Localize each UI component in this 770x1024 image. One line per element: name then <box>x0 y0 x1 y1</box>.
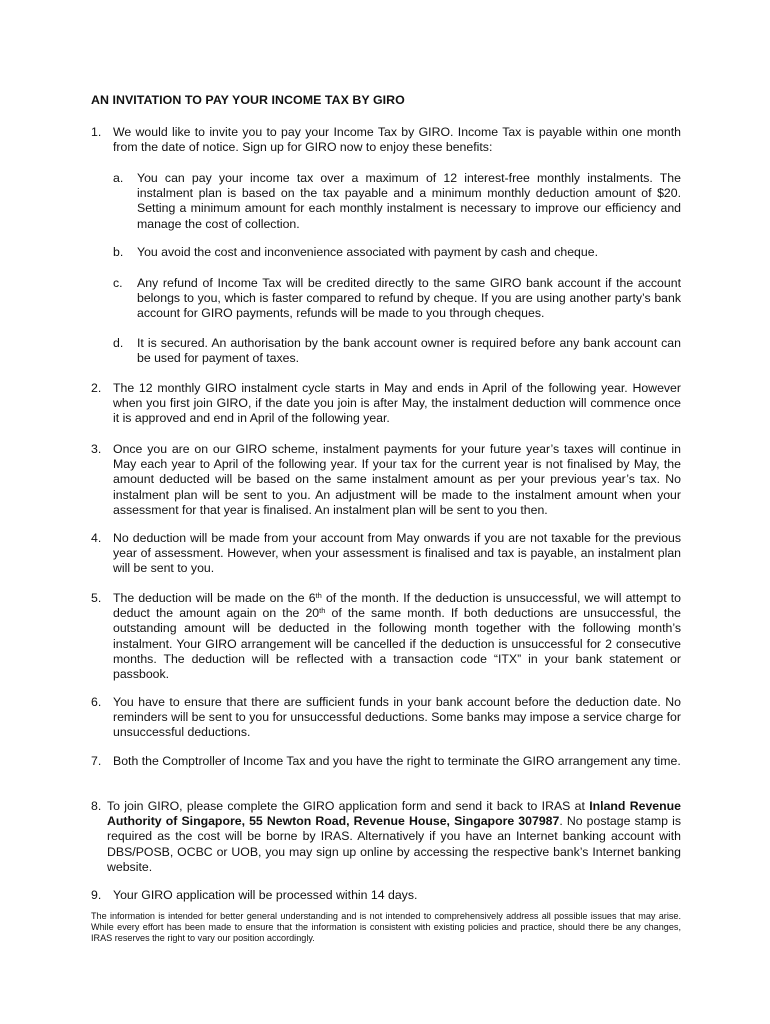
item-text: The 12 monthly GIRO instalment cycle starts in May and ends in April of the following year. However when you first join GIRO, if the date you join is after May, the instalment deduction will commence once it is approved and end in April of the following year. <box>113 381 681 426</box>
item-letter: c. <box>113 276 123 290</box>
item-number: 2. <box>91 381 102 395</box>
superscript: th <box>315 591 322 600</box>
item-text: Once you are on our GIRO scheme, instalment payments for your future year’s taxes will continue in May each year to April of the following year. If your tax for the current year is not finalised by May, the amount deducted will be based on the same instalment amount as per your previous year’s tax. No instalment plan will be sent to you. An adjustment will be made to the instalment amount when your assessment for that year is finalised. An instalment plan will be sent to you then. <box>113 442 681 517</box>
item-number: 6. <box>91 695 102 709</box>
item-text <box>113 591 681 682</box>
iras-address: Inland Revenue Authority of Singapore, 55 Newton Road, Revenue House, Singapore 307987 <box>107 799 681 829</box>
text-run: of the same month. If both deductions are unsuccessful, the outstanding amount will be deducted in the following month together with the following month’s instalment. Your GIRO arrangement will be cancelled if the deduction is unsuccessful for 2 consecutive months. The deduction will be reflected with a transaction code “ITX” in your bank statement or passbook. <box>113 606 681 682</box>
text-run: . No postage stamp is required as the cost will be borne by IRAS. Alternatively if you have an Internet banking account with DBS/POSB, OCBC or UOB, you may sign up online by accessing the respective bank’s Internet banking website. <box>107 814 681 874</box>
item-text: Your GIRO application will be processed within 14 days. <box>113 888 418 902</box>
item-text: Any refund of Income Tax will be credited directly to the same GIRO bank account if the account belongs to you, which is faster compared to refund by cheque. If you are using another party’s bank account for GIRO payments, refunds will be made to you through cheques. <box>137 276 681 321</box>
item-text: You avoid the cost and inconvenience associated with payment by cash and cheque. <box>137 245 598 259</box>
item-number: 5. <box>91 591 102 605</box>
item-number: 9. <box>91 888 102 902</box>
disclaimer: The information is intended for better general understanding and is not intended to comprehensively address all possible issues that may arise. While every effort has been made to ensure that the information is consistent with existing policies and practice, should there be any changes, IRAS reserves the right to vary our position accordingly. <box>91 911 681 944</box>
item-letter: d. <box>113 336 124 350</box>
item-letter: a. <box>113 171 124 185</box>
item-letter: b. <box>113 245 124 259</box>
item-number: 4. <box>91 531 102 545</box>
item-text <box>107 799 681 875</box>
item-text: You can pay your income tax over a maximum of 12 interest-free monthly instalments. The instalment plan is based on the tax payable and a minimum monthly deduction amount of $20. Setting a minimum amount for each monthly instalment is necessary to improve our efficiency and manage the cost of collection. <box>137 171 681 231</box>
item-text: Both the Comptroller of Income Tax and you have the right to terminate the GIRO arrangement any time. <box>113 754 681 768</box>
superscript: th <box>319 606 326 616</box>
item-text: It is secured. An authorisation by the bank account owner is required before any bank account can be used for payment of taxes. <box>137 336 681 366</box>
item-text: No deduction will be made from your account from May onwards if you are not taxable for the previous year of assessment. However, when your assessment is finalised and tax is payable, an instalment plan will be sent to you. <box>113 531 681 576</box>
item-number: 7. <box>91 754 102 768</box>
item-text: You have to ensure that there are sufficient funds in your bank account before the deduction date. No reminders will be sent to you for unsuccessful deductions. Some banks may impose a service charge for unsuccessful deductions. <box>113 695 681 740</box>
text-run: To join GIRO, please complete the GIRO application form and send it back to IRAS at <box>107 799 590 813</box>
text-run: The deduction will be made on the 6 <box>113 591 316 605</box>
item-number: 3. <box>91 442 102 456</box>
item-text: We would like to invite you to pay your Income Tax by GIRO. Income Tax is payable within one month from the date of notice. Sign up for GIRO now to enjoy these benefits: <box>113 125 681 155</box>
item-number: 1. <box>91 125 102 139</box>
page-title: AN INVITATION TO PAY YOUR INCOME TAX BY GIRO <box>91 93 405 107</box>
text-run: of the month. If the deduction is unsuccessful, we will attempt to deduct the amount again on the 20 <box>113 591 681 621</box>
item-number: 8. <box>91 799 102 813</box>
